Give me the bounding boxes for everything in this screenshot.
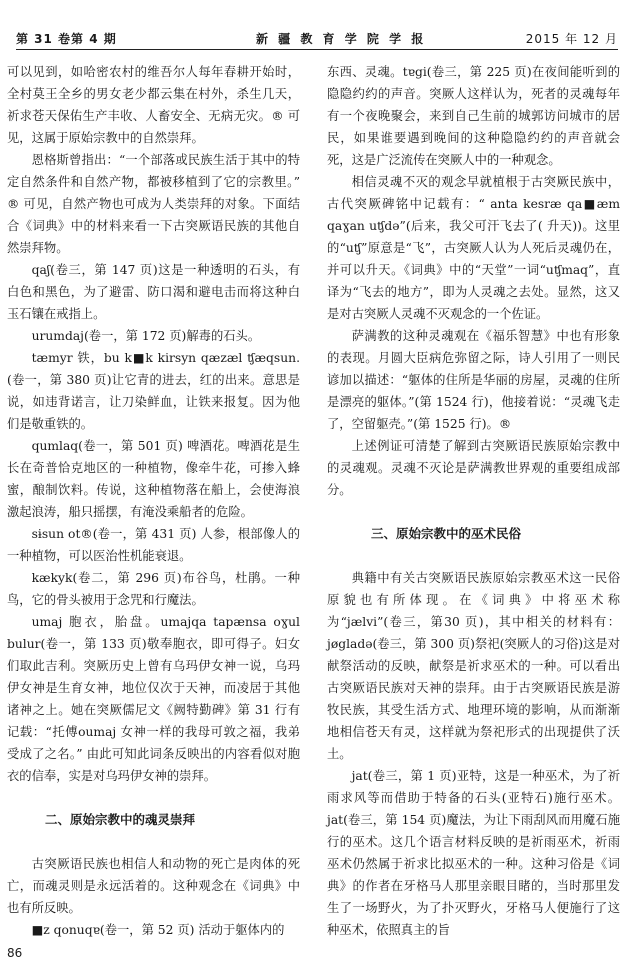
paragraph: tæmyr 铁，bu k■k kirsyn qæzæl ʧæqsun.(卷一，第 380 页)让它青的进去，红的出来。意思是说，如违背诺言，让刀染鲜血，让铁来报复。因为他们是敬重铁的。	[7, 351, 300, 431]
publication-date: 2015 年 12 月	[525, 32, 618, 46]
paragraph: sɨsun ot®(卷一，第 431 页) 人参，根部像人的一种植物，可以医治性机能衰退。	[7, 527, 300, 563]
paragraph: 东西、灵魂。tɐgi(卷三，第 225 页)在夜间能听到的隐隐约约的声音。突厥人这样认为，死者的灵魂每年有一个夜晚聚会，来到自己生前的城郭访问城市的居民，如果谁要遇到晚间的这种隐隐约约的声音就会死，这是广泛流传在突厥人中的一种观念。	[327, 65, 620, 167]
paragraph: 相信灵魂不灭的观念早就植根于古突厥民族中，古代突厥碑铭中记载有：“ anta kesræ qa■æm qaɣan uʧdə”(后来，我父可汗飞去了( 升天))。这里的“uʧ”原意是“飞”，古突厥人认为人死后灵魂仍在，并可以升天。《词典》中的“天堂”一词“uʧmaq”，直译为“飞去的地方”，即为人灵魂之去处。显然，这又是对古突厥人灵魂不灭观念的一个佐证。	[327, 175, 620, 321]
paragraph: 典籍中有关古突厥语民族原始宗教巫术这一民俗原貌也有所体现。在《词典》中将巫术称为“jælvi”(卷三，第30 页)，其中相关的材料有：jøgladə(卷三，第 300 页)祭祀(突厥人的习俗)这是对献祭活动的反映，献祭是祈求巫术的一种。可以看出古突厥语民族对天神的崇拜。由于古突厥语民族是游牧民族，其受生活方式、地理环境的影响，从而渐渐地相信苍天有灵，这样就为祭祀形式的出现提供了沃土。	[327, 571, 620, 761]
paragraph: 萨满教的这种灵魂观在《福乐智慧》中也有形象的表现。月圆大臣病危弥留之际，诗人引用了一则民谚加以描述：“躯体的住所是华丽的房屋，灵魂的住所是漂亮的躯体。”(第 1524 行)，他接着说：“灵魂飞走了，空留躯壳。”(第 1525 行)。®	[327, 329, 620, 431]
paragraph: umaj 胞衣，胎盘。umajqa tapænsa oɣul bulur(卷一，第 133 页)敬奉胞衣，即可得子。妇女们取此吉利。突厥历史上曾有乌玛伊女神一说，乌玛伊女神是生育女神，地位仅次于天神，而凌居于其他诸神之上。她在突厥儒尼文《阙特勤碑》第 31 行有记载：“托傅oumaj 女神一样的我母可敦之福，我弟受成了之名。” 由此可知此词条反映出的内容看似对胞衣的信奉，实是对乌玛伊女神的崇拜。	[7, 615, 300, 783]
running-header	[16, 30, 618, 50]
right-column	[327, 61, 620, 941]
paragraph: urumdaj(卷一，第 172 页)解毒的石头。	[31, 329, 261, 343]
journal-title: 新 疆 教 育 学 院 学 报	[256, 32, 427, 46]
paragraph: kækyk(卷二，第 296 页)布谷鸟，杜鹃。一种鸟，它的骨头被用于念咒和行魔法。	[7, 571, 300, 607]
paragraph: 恩格斯曾指出：“一个部落或民族生活于其中的特定自然条件和自然产物，都被移植到了它的宗教里。” ® 可见，自然产物也可成为人类崇拜的对象。下面结合《词典》中的材料来看一下古突厥语民族的其他自然崇拜物。	[7, 153, 300, 255]
header-divider	[16, 49, 618, 50]
paragraph: jat(卷三，第 1 页)亚特，这是一种巫术，为了祈雨求风等而借助于特备的石头(亚特石)施行巫术。jat(卷三，第 154 页)魔法，为让下雨刮风而用魔石施行的巫术。这几个语言材料反映的是祈雨巫术，祈雨巫术仍然属于祈求比拟巫术的一种。这种习俗是《词典》的作者在牙格马人那里亲眼目睹的，当时那里发生了一场野火，为了扑灭野火，牙格马人便施行了这种巫术，依照真主的旨	[327, 769, 620, 937]
section-heading: 三、原始宗教中的巫术民俗	[371, 526, 522, 541]
journal-issue: 第 31 卷第 4 期	[16, 32, 117, 46]
paragraph: 上述例证可清楚了解到古突厥语民族原始宗教中的灵魂观。灵魂不灭论是萨满教世界观的重要组成部分。	[327, 439, 620, 497]
paragraph: qumlaq(卷一，第 501 页) 啤酒花。啤酒花是生长在奇普恰克地区的一种植物，像牵牛花，可掺入蜂蜜，酿制饮料。传说，这种植物落在船上，会使海浪激起浪涛，船只摇摆，有淹没乘船者的危险。	[7, 439, 300, 519]
paragraph: 可以见到，如哈密农村的维吾尔人每年春耕开始时，全村莫王全乡的男女老少都云集在村外，杀生几天，祈求苍天保佑生产丰收、人畜安全、无病无灾。® 可见，这属于原始宗教中的自然崇拜。	[7, 65, 300, 145]
paragraph: ■z qonuqɐ(卷一，第 52 页) 活动于躯体内的	[31, 923, 285, 937]
paragraph: 古突厥语民族也相信人和动物的死亡是肉体的死亡，而魂灵则是永远活着的。这种观念在《词典》中也有所反映。	[7, 857, 300, 915]
paragraph: qaʃ(卷三，第 147 页)这是一种透明的石头，有白色和黑色，为了避雷、防口渴和避电击而将这种白玉石镶在戒指上。	[7, 263, 300, 321]
page-number: 86	[7, 946, 23, 960]
left-column	[7, 61, 300, 941]
section-heading: 二、原始宗教中的魂灵崇拜	[45, 812, 196, 827]
